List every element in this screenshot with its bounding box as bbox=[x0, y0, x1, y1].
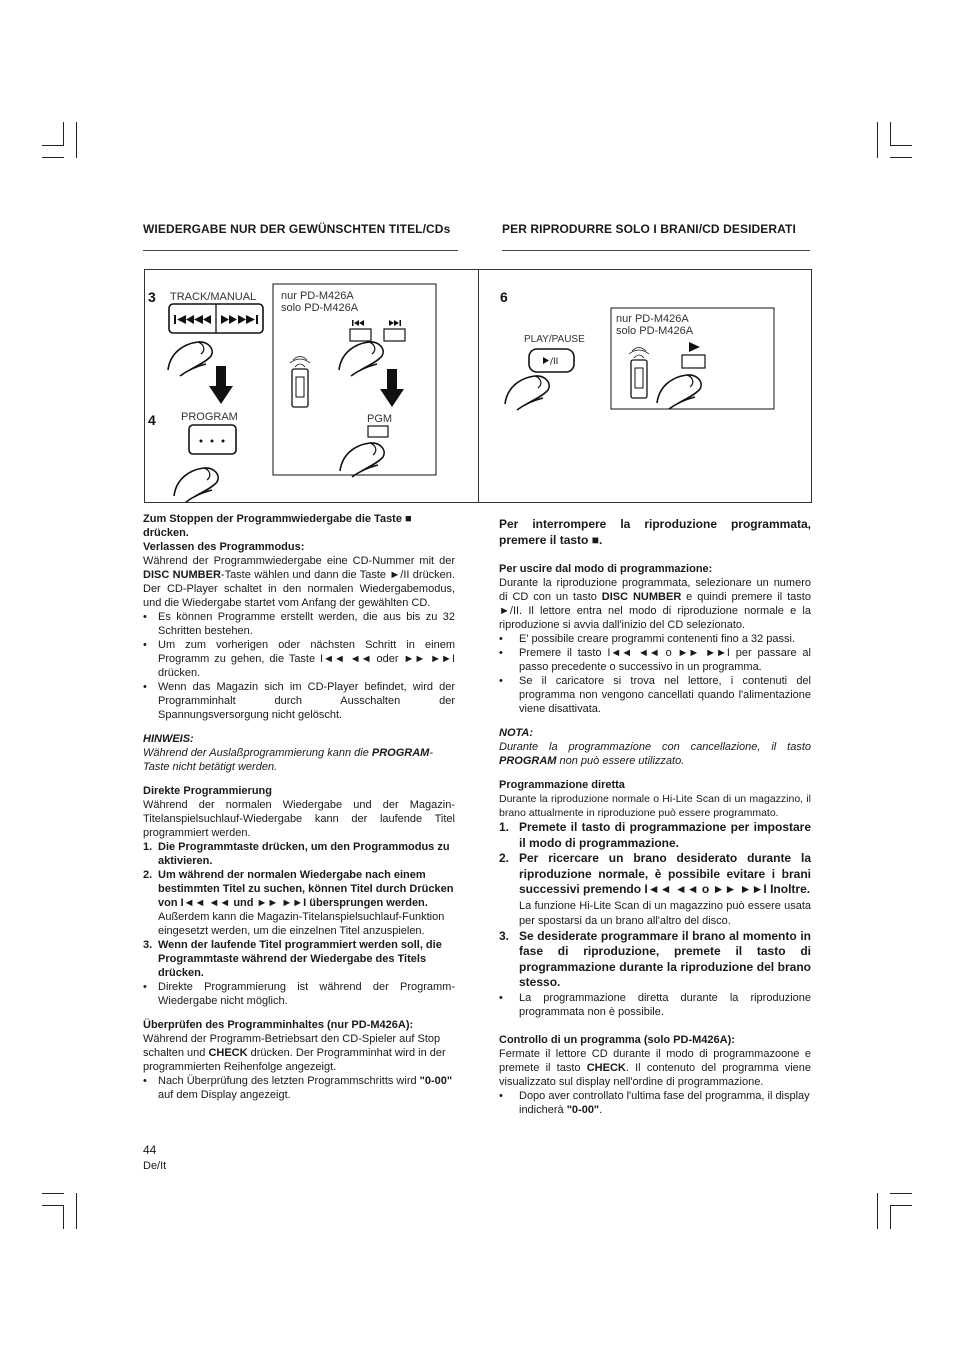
note-title: NOTA: bbox=[499, 727, 534, 739]
remote-icon bbox=[629, 348, 649, 399]
list-item: • Nach Überprüfung des letzten Programmschritts wird "0-00" auf dem Display angezeigt. bbox=[143, 1075, 453, 1101]
list-item: • Dopo aver controllato l'ultima fase del programma, il display indicherà "0-00". bbox=[499, 1089, 810, 1116]
list-item: • Um zum vorherigen oder nächsten Schritt in einem Programm zu gehen, die Taste I◄◄ ◄◄ oder ►► ►►I drücken. bbox=[143, 639, 455, 679]
program-label: PROGRAM bbox=[181, 411, 238, 423]
header-it: PER RIPRODURRE SOLO I BRANI/CD DESIDERATI bbox=[502, 222, 796, 236]
page-number: 44 bbox=[143, 1143, 157, 1157]
skip-forward-icon bbox=[221, 315, 258, 324]
exit-text: Während der Programmwiedergabe eine CD-Nummer mit der DISC NUMBER-Taste wählen und dann die Taste ►/II drücken. Der CD-Player schaltet in den normalen Wiedergabemodus, und die Wiedergabe startet vom Anfang der gewählten CD. bbox=[143, 555, 455, 609]
exit-title: Per uscire dal modo di programmazione: bbox=[499, 563, 713, 575]
step-6-number: 6 bbox=[500, 289, 508, 305]
exit-title: Verlassen des Programmodus: bbox=[143, 541, 305, 553]
step-item: 3. Se desiderate programmare il brano al momento in fase di riproduzione, premete il tasto di programmazione durante la riproduzione del brano stesso. bbox=[499, 928, 811, 989]
play-pause-label: PLAY/PAUSE bbox=[524, 334, 585, 345]
step-3-number: 3 bbox=[148, 289, 156, 305]
finger-icon bbox=[505, 376, 549, 410]
step-item: 3. Wenn der laufende Titel programmiert werden soll, die Programmtaste während der Wiedergabe des Titels drücken. bbox=[143, 939, 442, 979]
header-de: WIEDERGABE NUR DER GEWÜNSCHTEN TITEL/CDs bbox=[143, 222, 451, 236]
check-text: Fermate il lettore CD durante il modo di programmazoone e premete il tasto CHECK. Il contenuto del programma viene visualizzato sul display nell'ordine di programmazione. bbox=[499, 1047, 812, 1088]
skip-back-icon bbox=[174, 315, 211, 324]
finger-icon bbox=[174, 468, 218, 502]
german-column bbox=[143, 512, 455, 1102]
list-item: • Premere il tasto I◄◄ ◄◄ o ►► ►►I per passare al passo precedente o successivo in un programma. bbox=[499, 647, 811, 673]
step-item: 1. Premete il tasto di programmazione per impostare il modo di programmazione. bbox=[499, 820, 811, 850]
step-item: 2. Per ricercare un brano desiderato durante la riproduzione normale, è possibile evitare i brani successivi premendo I◄◄ ◄◄ o ►► ►►I Inoltre. La funzione Hi-Lite Scan di un magazzino può essere usata per spostarsi da un brano all'altro del disco. bbox=[499, 851, 811, 927]
remote-note-1: nur PD-M426A solo PD-M426A bbox=[281, 290, 359, 314]
stop-instruction: Zum Stoppen der Programmwiedergabe die Taste ■ drücken. bbox=[143, 513, 412, 539]
list-item: • Direkte Programmierung ist während der Programm-Wiedergabe nicht möglich. bbox=[143, 981, 455, 1007]
track-manual-label: TRACK/MANUAL bbox=[170, 291, 257, 303]
check-text: Während der Programm-Betriebsart den CD-Spieler auf Stop schalten und CHECK drücken. Der Programminhat wird in der programmierten Reihenfolge angezeigt. bbox=[143, 1033, 446, 1073]
note-text: Durante la programmazione con cancellazione, il tasto PROGRAM non può essere utilizzato. bbox=[499, 741, 811, 767]
step-4-number: 4 bbox=[148, 412, 156, 428]
language-code: De/It bbox=[143, 1160, 167, 1172]
remote-note-2: nur PD-M426A solo PD-M426A bbox=[616, 313, 694, 337]
check-title: Überprüfen des Programminhaltes (nur PD-M426A): bbox=[143, 1019, 414, 1031]
down-arrow-icon bbox=[380, 369, 404, 407]
list-item: • E' possibile creare programmi contenenti fino a 32 passi. bbox=[499, 633, 796, 645]
pgm-label: PGM bbox=[367, 413, 393, 425]
step-item: 2. Um während der normalen Wiedergabe nach einem bestimmten Titel zu suchen, können Titel durch Drücken von I◄◄ ◄◄ und ►► ►►I übersprungen werden. Außerdem kann die Magazin-Titelanspielsuchlauf-Funktion eingesetzt werden, um die einzelnen Titel anzuspielen. bbox=[143, 869, 454, 937]
step-item: 1. Die Programmtaste drücken, um den Programmodus zu aktivieren. bbox=[143, 841, 450, 867]
check-title: Controllo di un programma (solo PD-M426A): bbox=[499, 1033, 735, 1046]
note-text: Während der Auslaßprogrammierung kann die PROGRAM-Taste nicht betätigt werden. bbox=[143, 747, 434, 773]
list-item: • Es können Programme erstellt werden, die aus bis zu 32 Schritten bestehen. bbox=[143, 611, 455, 637]
direct-programming-title: Direkte Programmierung bbox=[143, 785, 272, 797]
direct-programming-text: Durante la riproduzione normale o Hi-Lite Scan di un magazzino, il brano attualmente in riproduzione può essere programmato. bbox=[499, 793, 811, 819]
finger-icon bbox=[657, 375, 701, 409]
figure-illustration bbox=[0, 0, 954, 520]
list-item: • Se il caricatore si trova nel lettore, i contenuti del programma non vengono cancellati quando l'alimentazione viene disattivata. bbox=[499, 675, 811, 715]
list-item: • La programmazione diretta durante la riproduzione programmata non è possibile. bbox=[499, 991, 811, 1018]
finger-icon bbox=[168, 342, 212, 376]
svg-text:/II: /II bbox=[550, 357, 559, 367]
program-button-shape bbox=[189, 425, 236, 454]
italian-column bbox=[499, 516, 811, 1117]
note-title: HINWEIS: bbox=[143, 733, 194, 745]
down-arrow-icon bbox=[209, 366, 233, 404]
track-manual-buttons bbox=[169, 304, 263, 333]
direct-programming-title: Programmazione diretta bbox=[499, 779, 625, 791]
list-item: • Wenn das Magazin sich im CD-Player befindet, wird der Programminhalt durch Ausschalten der Spannungsversorgung nicht gelöscht. bbox=[143, 681, 455, 721]
remote-icon bbox=[290, 357, 310, 408]
finger-icon bbox=[339, 342, 383, 376]
play-icon bbox=[689, 342, 700, 352]
stop-instruction: Per interrompere la riproduzione programmata, premere il tasto ■. bbox=[499, 517, 811, 547]
exit-text: Durante la riproduzione programmata, selezionare un numero di CD con un tasto DISC NUMBER e quindi premere il tasto ►/II. Il lettore entra nel modo di riproduzione normale e la riproduzione si avvia dall'inizio del CD selezionato. bbox=[499, 577, 811, 631]
direct-programming-text: Während der normalen Wiedergabe und der Magazin-Titelanspielsuchlauf-Wiedergabe kann der laufende Titel programmiert werden. bbox=[143, 799, 455, 839]
finger-icon bbox=[340, 443, 384, 477]
